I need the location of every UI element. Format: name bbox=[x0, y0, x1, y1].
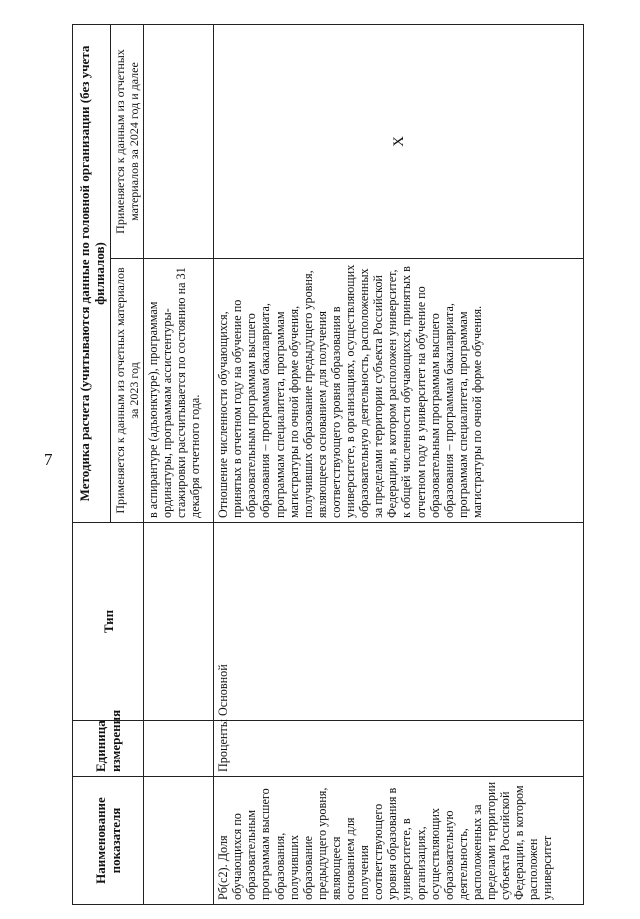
row2-type: Основной bbox=[214, 523, 584, 721]
row1-method-2023: в аспирантуре (адъюнктуре), программам ординатуры, программам ассистентуры-стажировки рассчитывается по состоянию на 31 декабря отчетного года. bbox=[144, 259, 214, 523]
indicator-table bbox=[72, 24, 584, 905]
row2-unit: Проценты bbox=[214, 721, 584, 777]
row1-type bbox=[144, 523, 214, 721]
row2-method-2024: Х bbox=[214, 25, 584, 259]
header-2023: Применяется к данным из отчетных материалов за 2023 год bbox=[111, 259, 144, 523]
row1-name bbox=[144, 777, 214, 905]
indicator-table-container bbox=[72, 25, 584, 905]
row2-method-2023: Отношение численности обучающихся, принятых в отчетном году на обучение по образовательным программам высшего образования – программам бакалавриата, программам специалитета, программам магистратуры по очной форме обучения, получивших образование предыдущего уровня, являющееся основанием для получения соответствующего уровня образования в университете, в организациях, осуществляющих образовательную деятельность, расположенных за пределами территории субъекта Российской Федерации, в котором расположен университет, к общей численности обучающихся, принятых в отчетном году в университет на обучение по образовательным программам высшего образования – программам бакалавриата, программам специалитета, программам магистратуры по очной форме обучения. bbox=[214, 259, 584, 523]
row2-name: Рб(с2). Доля обучающихся по образовательным программам высшего образования, получивших образование предыдущего уровня, являющееся основанием для получения соответствующего уровня образования в университете, в организациях, осуществляющих образовательную деятельность, расположенных за пределами территории субъекта Российской Федерации, в котором расположен университет bbox=[214, 777, 584, 905]
header-method: Методика расчета (учитываются данные по головной организации (без учета филиалов) bbox=[73, 25, 111, 523]
header-name: Наименование показателя bbox=[73, 777, 144, 905]
page-number: 7 bbox=[44, 450, 53, 469]
row1-unit bbox=[144, 721, 214, 777]
header-unit: Единица измерения bbox=[73, 721, 144, 777]
row1-method-2024 bbox=[144, 25, 214, 259]
table-row bbox=[214, 25, 584, 905]
header-2024: Применяется к данным из отчетных материалов за 2024 год и далее bbox=[111, 25, 144, 259]
table-row bbox=[144, 25, 214, 905]
header-type: Тип bbox=[73, 523, 144, 721]
